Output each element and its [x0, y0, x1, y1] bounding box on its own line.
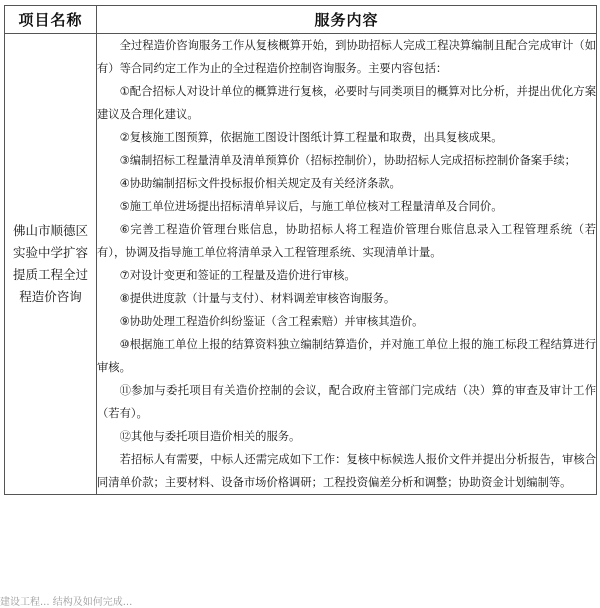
content-paragraph: ①配合招标人对设计单位的概算进行复核，必要时与同类项目的概算对比分析，并提出优化方案建议及合理化建议。 — [97, 85, 596, 121]
content-paragraph: ③编制招标工程量清单及清单预算价（招标控制价），协助招标人完成招标控制价备案手续； — [119, 154, 576, 167]
content-paragraph: ⑥完善工程造价管理台账信息，协助招标人将工程造价管理台账信息录入工程管理系统（若有），协调及指导施工单位将清单录入工程管理系统、实现清单计量。 — [97, 223, 596, 259]
content-paragraph: ⑫其他与委托项目造价相关的服务。 — [119, 430, 301, 443]
content-paragraph: 若招标人有需要，中标人还需完成如下工作：复核中标候选人报价文件并提出分析报告，审核合同清单价款；主要材料、设备市场价格调研；工程投资偏差分析和调整；协助资金计划编制等。 — [97, 453, 596, 489]
content-paragraph: ②复核施工图预算，依据施工图设计图纸计算工程量和取费，出具复核成果。 — [119, 131, 503, 144]
cropped-footer-text: 建设工程... 结构及如何完成... — [0, 597, 133, 608]
project-name-line: 提质工程全过 — [12, 267, 88, 282]
project-name-cell — [5, 34, 97, 495]
project-name-line: 实验中学扩容 — [12, 245, 88, 260]
content-paragraph: 全过程造价咨询服务工作从复核概算开始，到协助招标人完成工程决算编制且配合完成审计（如有）等合同约定工作为止的全过程造价控制咨询服务。主要内容包括： — [97, 39, 596, 75]
content-paragraph: ⑧提供进度款（计量与支付）、材料调差审核咨询服务。 — [119, 292, 396, 305]
table-header-row — [5, 6, 597, 34]
header-service-content: 服务内容 — [97, 6, 597, 34]
table-row — [5, 34, 597, 495]
service-content-cell — [97, 34, 597, 495]
content-paragraph: ⑦对设计变更和签证的工程量及造价进行审核。 — [119, 269, 356, 282]
project-name-line: 佛山市顺德区 — [12, 223, 88, 238]
content-paragraph: ④协助编制招标文件投标报价相关规定及有关经济条款。 — [119, 177, 401, 190]
content-paragraph: ⑪参加与委托项目有关造价控制的会议，配合政府主管部门完成结（决）算的审查及审计工作（若有）。 — [97, 384, 596, 420]
content-paragraph: ⑤施工单位进场提出招标清单异议后，与施工单位核对工程量清单及合同价。 — [119, 200, 503, 213]
service-table — [4, 5, 597, 495]
project-name-line: 程造价咨询 — [19, 289, 82, 304]
content-paragraph: ⑩根据施工单位上报的结算资料独立编制结算造价，并对施工单位上报的施工标段工程结算进行审核。 — [97, 338, 596, 374]
header-project-name: 项目名称 — [5, 6, 97, 34]
content-paragraph: ⑨协助处理工程造价纠纷鉴证（含工程索赔）并审核其造价。 — [119, 315, 424, 328]
